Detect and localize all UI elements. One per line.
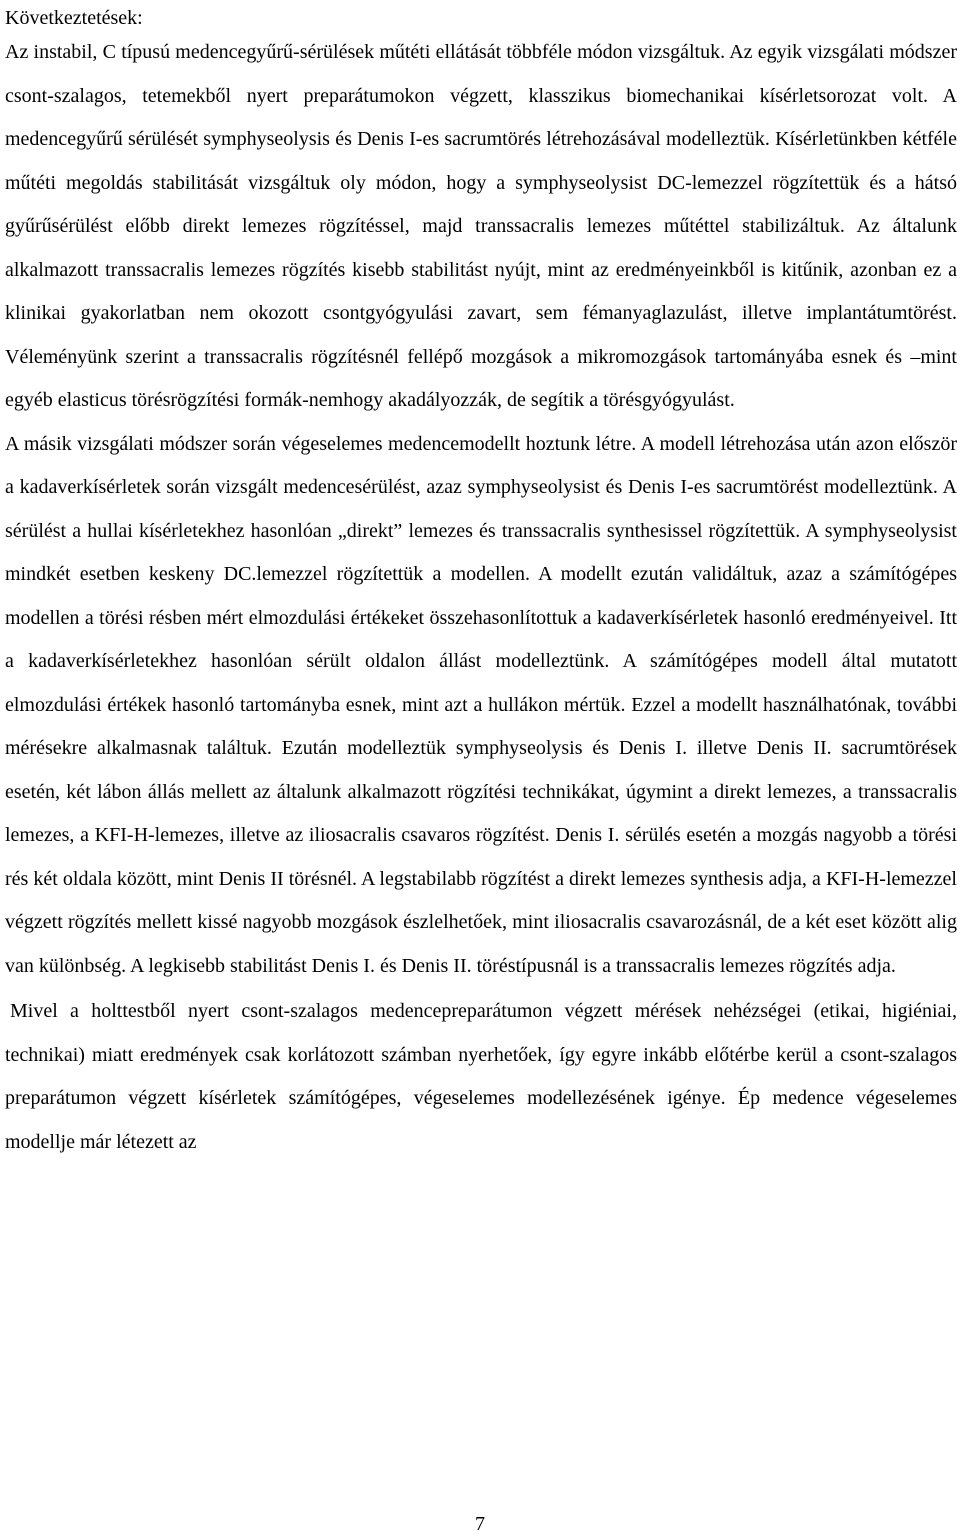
paragraph-biomechanical-study: Az instabil, C típusú medencegyűrű-sérülések műtéti ellátását többféle módon vizsgáltuk. Az egyik vizsgálati módszer csont-szalagos, tetemekből nyert preparátumokon végzett, klasszikus biomechanikai kísérletsorozat volt. A medencegyűrű sérülését symphyseolysis és Denis I-es sacrumtörés létrehozásával modelleztük. Kísérletünkben kétféle műtéti megoldás stabilitását vizsgáltuk oly módon, hogy a symphyseolysist DC-lemezzel rögzítettük és a hátsó gyűrűsérülést előbb direkt lemezes rögzítéssel, majd transsacralis lemezes műtéttel stabilizáltuk. Az általunk alkalmazott transsacralis lemezes rögzítés kisebb stabilitást nyújt, mint az eredményeinkből is kitűnik, azonban ez a klinikai gyakorlatban nem okozott csontgyógyulási zavart, sem fémanyaglazulást, illetve implantátumtörést. Véleményünk szerint a transsacralis rögzítésnél fellépő mozgások a mikromozgások tartományába esnek és –mint egyéb elasticus törésrögzítési formák-nemhogy akadályozzák, de segítik a törésgyógyulást.	[5, 41, 957, 411]
section-heading: Következtetések:	[5, 7, 143, 29]
paragraph-cadaver-limitations: Mivel a holttestből nyert csont-szalagos medencepreparátumon végzett mérések nehézségei (etikai, higiéniai, technikai) miatt eredmények csak korlátozott számban nyerhetőek, így egyre inkább előtérbe kerül a csont-szalagos preparátumon végzett kísérletek számítógépes, végeselemes modellezésének igénye. Ép medence végeselemes modellje már létezett az	[5, 1000, 957, 1153]
paragraph-finite-element-model: A másik vizsgálati módszer során végeselemes medencemodellt hoztunk létre. A modell létrehozása után azon először a kadaverkísérletek során vizsgált medencesérülést, azaz symphyseolysist és Denis I-es sacrumtörést modelleztünk. A sérülést a hullai kísérletekhez hasonlóan „direkt” lemezes és transsacralis synthesissel rögzítettük. A symphyseolysist mindkét esetben keskeny DC.lemezzel rögzítettük a modellen. A modellt ezután validáltuk, azaz a számítógépes modellen a törési résben mért elmozdulási értékeket összehasonlítottuk a kadaverkísérletek hasonló eredményeivel. Itt a kadaverkísérletekhez hasonlóan sérült oldalon állást modelleztünk. A számítógépes modell által mutatott elmozdulási értékek hasonló tartományba esnek, mint azt a hullákon mértük. Ezzel a modellt használhatónak, további mérésekre alkalmasnak találtuk. Ezután modelleztük symphyseolysis és Denis I. illetve Denis II. sacrumtörések esetén, két lábon állás mellett az általunk alkalmazott rögzítési technikákat, úgymint a direkt lemezes, a transsacralis lemezes, a KFI-H-lemezes, illetve az iliosacralis csavaros rögzítést. Denis I. sérülés esetén a mozgás nagyobb a törési rés két oldala között, mint Denis II törésnél. A legstabilabb rögzítést a direkt lemezes synthesis adja, a KFI-H-lemezzel végzett rögzítés mellett kissé nagyobb mozgások észlelhetőek, mint iliosacralis csavarozásnál, de a két eset között alig van különbség. A legkisebb stabilitást Denis I. és Denis II. töréstípusnál is a transsacralis lemezes rögzítés adja.	[5, 432, 957, 977]
page-number: 7	[475, 1513, 485, 1535]
